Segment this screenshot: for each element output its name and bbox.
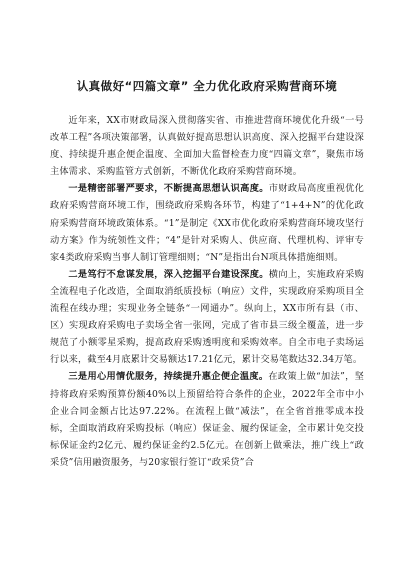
- section-1-lead: 一是精密部署严要求，不断提高思想认识高度。: [68, 183, 269, 195]
- section-3-body: 在政策上做“加法”，坚持将政府采购预算份额40%以上预留给符合条件的企业，2022年全市中小企业合同金额占比达97.22%。在流程上做“减法”，在全省首推零成本投标，全面取消政府采购投标（响应）保证金、履约保证金，全市累计免交投标保证金约2亿元、履约保证金约2.5亿元。在创新上做乘法，推广线上“政采贷”信用融资服务，与20家银行签订“政采贷”合: [50, 371, 365, 468]
- section-1-body: 市财政局高度重视优化政府采购营商环境工作，围绕政府采购各环节，构建了“1+4+N”的优化政府采购营商环境政策体系。“1”是制定《XX市优化政府采购营商环境攻坚行动方案》作为统领性文件；“4”是针对采购人、供应商、代理机构、评审专家4类政府采购当事人制订管理细则；“N”是指出台N项具体措施细则。: [50, 183, 364, 263]
- section-2-lead: 二是笃行不怠谋发展，深入挖掘平台建设深度。: [68, 268, 269, 280]
- section-3-lead: 三是用心用情优服务，持续提升惠企便企温度。: [68, 371, 269, 383]
- section-1-paragraph: [50, 180, 364, 265]
- intro-paragraph: 近年来，XX市财政局深入贯彻落实省、市推进营商环境优化升级“一号改革工程”各项决策部署，认真做好提高思想认识高度、深入挖掘平台建设深度、持续提升惠企便企温度、全面加大监督检查力度“四篇文章”，聚焦市场主体需求、采购监管方式创新，不断优化政府采购营商环境。: [50, 115, 364, 178]
- section-2-paragraph: [50, 266, 364, 369]
- document-title: 认真做好“四篇文章” 全力优化政府采购营商环境: [76, 79, 338, 93]
- section-2-body: 横向上，实施政府采购全流程电子化改造，全面取消纸质投标（响应）文件，实现政府采购项目全流程在线办理；实现业务全链条“一网通办”。纵向上，XX市所有县（市、区）实现政府采购电子卖场全省一张网，完成了省市县三级全覆盖，进一步规范了小额零星采购，提高政府采购透明度和采购效率。自全市电子卖场运行以来，截至4月底累计交易额达17.21亿元，累计交易笔数达32.34万笔。: [50, 268, 364, 366]
- section-3-paragraph: [50, 368, 364, 471]
